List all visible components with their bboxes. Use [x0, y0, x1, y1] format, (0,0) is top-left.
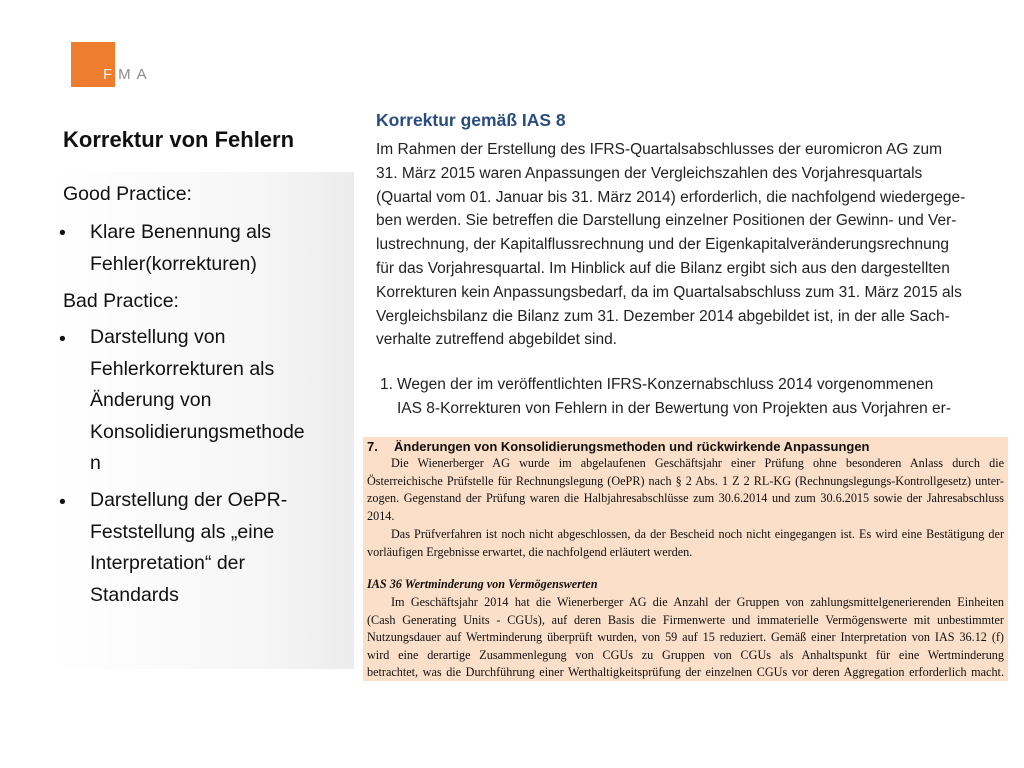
bullet-marker: • — [59, 222, 66, 244]
bullet-line: n — [90, 452, 101, 474]
excerpt-line: Das Prüfverfahren ist noch nicht abgeschlossen, da der Bescheid noch nicht eingegangen ist. Es wird eine Bestätigung der — [391, 527, 1004, 541]
bullet-line: Klare Benennung als — [90, 221, 272, 243]
excerpt-line: betrachtet, was die Durchführung einer Werthaltigkeitsprüfung der einzelnen CGUs vor deren Aggregation erforderlich macht. — [367, 665, 1004, 680]
excerpt-line: Vergleichsbilanz die Bilanz zum 31. Dezember 2014 abgebildet ist, in der alle Sach- — [376, 307, 950, 325]
excerpt-line: (Cash Generating Units - CGUs), auf deren Basis die Firmenwerte und immaterielle Vermögenswerte mit unbestimmter — [367, 612, 1004, 627]
excerpt-line: Korrekturen kein Anpassungsbedarf, da im Quartalsabschluss zum 31. März 2015 als — [376, 283, 962, 301]
excerpt-line: (Quartal vom 01. Januar bis 31. März 2014) erforderlich, die nachfolgend wiedergege- — [376, 188, 966, 206]
excerpt-title: Korrektur gemäß IAS 8 — [376, 110, 566, 130]
bullet-line: Fehlerkorrekturen als — [90, 357, 275, 380]
excerpt-line: 2014. — [367, 508, 395, 523]
bad-practice-heading: Bad Practice: — [63, 290, 179, 312]
fma-logo-text — [103, 66, 153, 83]
list-item-text — [397, 373, 951, 421]
excerpt-paragraph-3 — [367, 594, 1004, 682]
excerpt-line: Im Rahmen der Erstellung des IFRS-Quartalsabschlusses der euromicron AG zum — [376, 141, 942, 158]
excerpt-line: 31. März 2015 waren Anpassungen der Vergleichszahlen des Vorjahresquartals — [376, 164, 923, 182]
excerpt-line: ben werden. Sie betreffen die Darstellung einzelner Positionen der Gewinn- und Ver- — [376, 212, 957, 230]
bullet-line: Darstellung von — [90, 326, 226, 348]
practice-panel — [52, 172, 354, 669]
heading-text: Änderungen von Konsolidierungsmethoden und rückwirkende Anpassungen — [394, 439, 870, 454]
excerpt-line: IAS 8-Korrekturen von Fehlern in der Bewertung von Projekten aus Vorjahren er- — [397, 399, 951, 417]
excerpt-line: Wegen der im veröffentlichten IFRS-Konzernabschluss 2014 vorgenommenen — [397, 376, 934, 393]
bullet-line: Konsolidierungsmethode — [90, 420, 305, 443]
excerpt-paragraph-2 — [367, 526, 1004, 561]
excerpt-line: Im Geschäftsjahr 2014 hat die Wienerberger AG die Anzahl der Gruppen von zahlungsmittelgenerierenden Einheiten — [391, 595, 1004, 609]
good-practice-heading: Good Practice: — [63, 183, 192, 205]
excerpt-line: Österreichische Prüfstelle für Rechnungslegung (OePR) nach § 2 Abs. 1 Z 2 RL-KG (Rechnungslegungs-Kontrollgesetz) unter- — [367, 473, 1004, 488]
logo-letters-ma: MA — [118, 66, 153, 83]
list-item-number: 1. — [380, 376, 393, 393]
heading-number: 7. — [367, 439, 378, 454]
good-practice-item — [90, 217, 271, 280]
bullet-line: Standards — [90, 583, 179, 606]
excerpt-line: für das Vorjahresquartal. Im Hinblick auf die Bilanz ergibt sich aus den dargestellten — [376, 259, 950, 277]
bad-practice-item — [90, 485, 287, 611]
bullet-line: Feststellung als „eine — [90, 520, 275, 543]
logo-letter-f: F — [103, 66, 119, 83]
bad-practice-item — [90, 322, 305, 480]
wienerberger-excerpt — [363, 437, 1008, 681]
excerpt-paragraph — [376, 138, 965, 352]
excerpt-line: zogen. Gegenstand der Prüfung waren die Halbjahresabschlüsse zum 30.6.2014 und zum 30.6.2015 sowie der Jahresabschluss — [367, 491, 1004, 506]
excerpt-subheading: IAS 36 Wertminderung von Vermögenswerten — [367, 577, 598, 591]
excerpt-line: verhalte zutreffend abgebildet sind. — [376, 331, 617, 349]
bullet-line: Darstellung der OePR- — [90, 489, 288, 511]
bullet-line: Fehler(korrekturen) — [90, 252, 257, 275]
excerpt-paragraph-1 — [367, 455, 1004, 525]
bullet-marker: • — [59, 328, 66, 350]
excerpt-line: lustrechnung, der Kapitalflussrechnung und der Eigenkapitalveränderungsrechnung — [376, 236, 950, 254]
bullet-marker: • — [59, 491, 66, 513]
excerpt-line: Nutzungsdauer auf Wertminderung überprüft wurden, von 59 auf 15 reduziert. Gemäß einer Interpretation von IAS 36.12 (f) — [367, 630, 1004, 645]
excerpt-line: Die Wienerberger AG wurde im abgelaufenen Geschäftsjahr einer Prüfung ohne besonderen Anlass durch die — [391, 456, 1004, 470]
excerpt-line: wird eine derartige Zusammenlegung von CGUs zu Gruppen von CGUs als Anhaltspunkt für eine Wertminderung — [367, 647, 1004, 662]
bullet-line: Interpretation“ der — [90, 552, 246, 574]
excerpt-line: vorläufigen Ergebnisse erwartet, die nachfolgend erläutert werden. — [367, 544, 693, 559]
bullet-line: Änderung von — [90, 389, 212, 411]
slide-title: Korrektur von Fehlern — [63, 127, 295, 152]
